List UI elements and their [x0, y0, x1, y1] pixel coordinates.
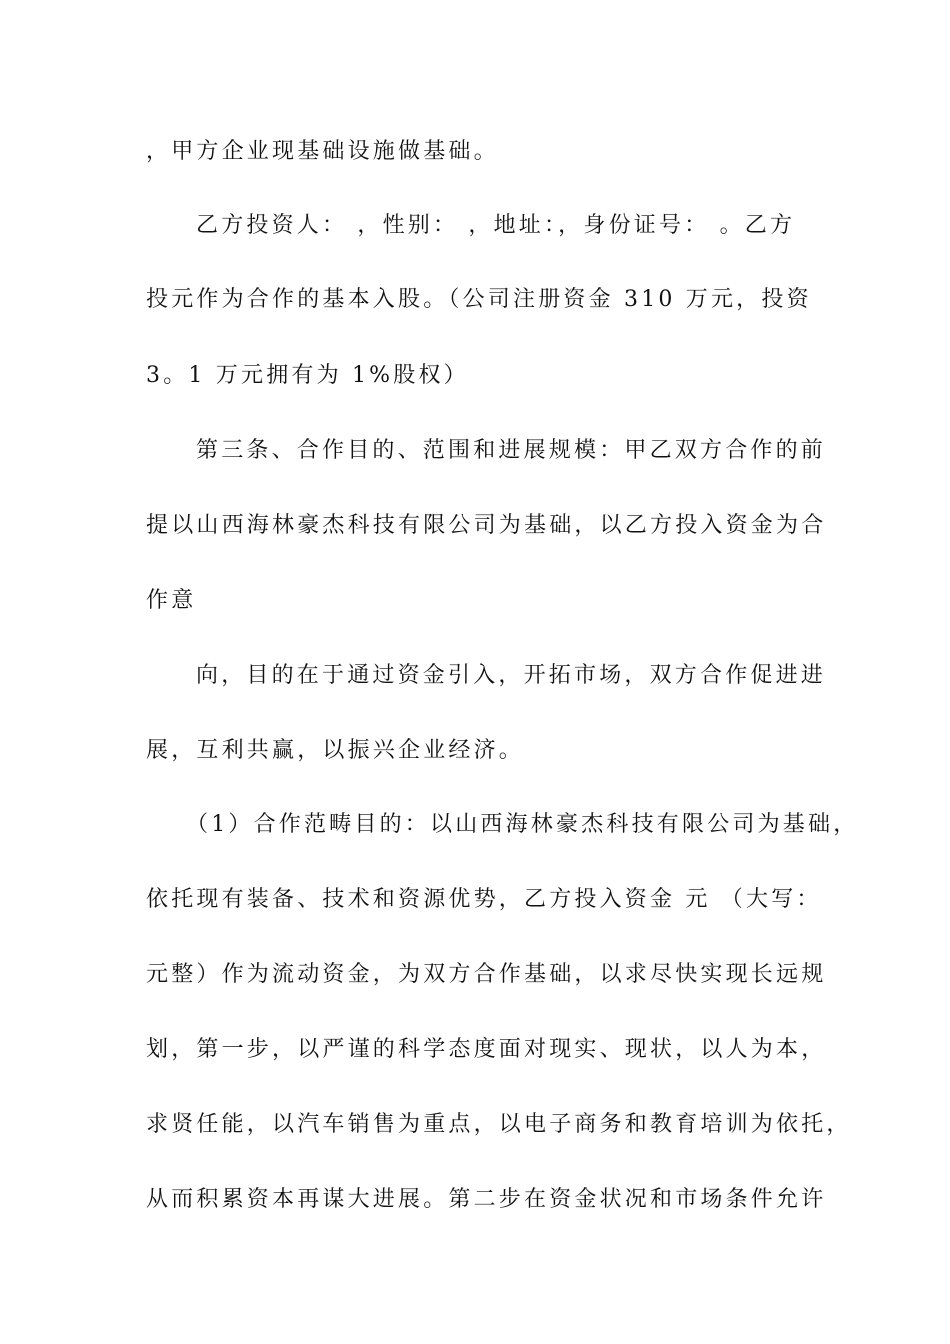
text-line: 从而积累资本再谋大进展。第二步在资金状况和市场条件允许: [146, 1187, 827, 1212]
text-line: 求贤任能，以汽车销售为重点，以电子商务和教育培训为依托，: [146, 1112, 852, 1137]
text-line: ，甲方企业现基础设施做基础。: [146, 139, 499, 164]
text-line: 乙方投资人： ，性别： ，地址：，身份证号： 。乙方: [196, 213, 796, 238]
text-line: 3。1 万元拥有为 1%股权）: [146, 363, 469, 388]
text-line: 作意: [146, 588, 197, 613]
text-line: （1）合作范畴目的：以山西海林豪杰科技有限公司为基础，: [186, 812, 859, 837]
text-line: 投元作为合作的基本入股。（公司注册资金 310 万元，投资: [146, 287, 812, 312]
text-line: 第三条、合作目的、范围和进展规模：甲乙双方合作的前: [196, 438, 827, 463]
text-line: 划，第一步，以严谨的科学态度面对现实、现状，以人为本，: [146, 1037, 827, 1062]
text-line: 展，互利共赢，以振兴企业经济。: [146, 738, 525, 763]
text-line: 元整）作为流动资金，为双方合作基础，以求尽快实现长远规: [146, 962, 827, 987]
text-line: 向，目的在于通过资金引入，开拓市场，双方合作促进进: [196, 663, 827, 688]
text-line: 提以山西海林豪杰科技有限公司为基础，以乙方投入资金为合: [146, 513, 827, 538]
text-line: 依托现有装备、技术和资源优势，乙方投入资金 元 （大写：: [146, 887, 822, 912]
